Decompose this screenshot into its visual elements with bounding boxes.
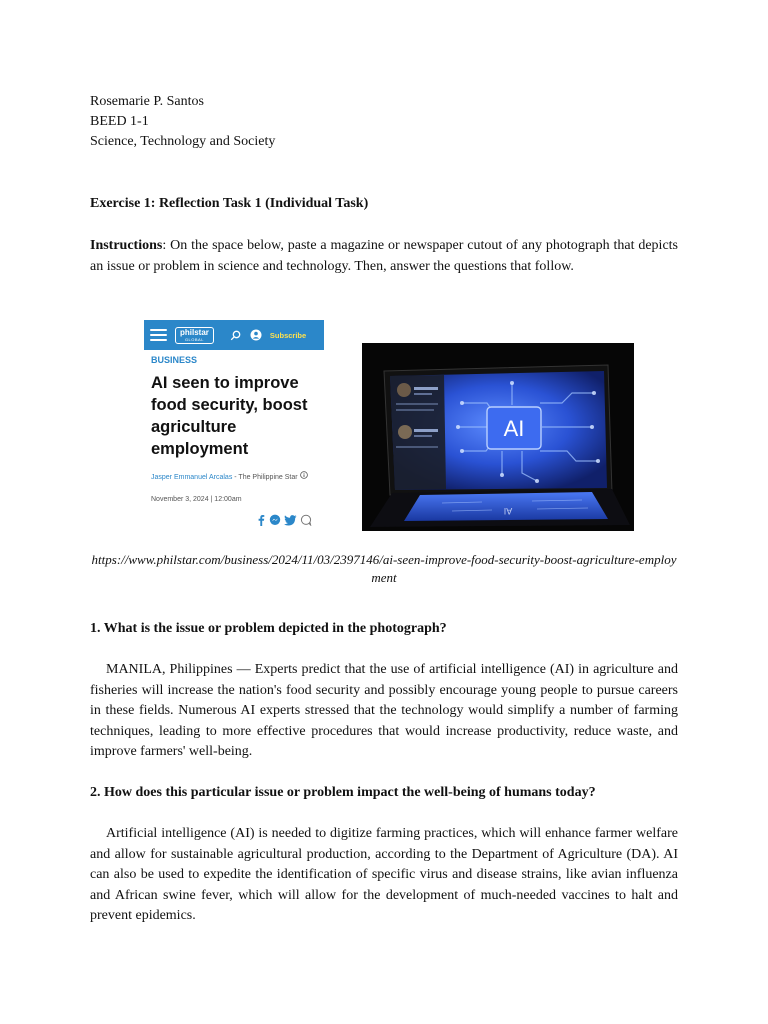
- source-url: https://www.philstar.com/business/2024/11/03/2397146/ai-seen-improve-food-security-boost-agriculture-employment: [91, 552, 677, 585]
- info-icon: [300, 471, 308, 479]
- student-section: BEED 1-1: [90, 114, 149, 129]
- answer-2: Artificial intelligence (AI) is needed to digitize farming practices, which will enhance farmer welfare and allow for sustainable agricultural production, according to the Department of Agriculture (DA). AI can also be used to expedite the identification of specific virus and disease strains, like avian influenza and African swine fever, which will allow for the development of much-needed vaccines to halt and prevent epidemics.: [90, 826, 678, 923]
- instructions-text: : On the space below, paste a magazine or newspaper cutout of any photograph that depicts an issue or problem in science and technology. Then, answer the questions that follow.: [90, 238, 678, 274]
- comment-icon: [300, 514, 312, 526]
- site-header-bar: [144, 320, 324, 350]
- subject-name: Science, Technology and Society: [90, 134, 276, 149]
- answer-1: MANILA, Philippines — Experts predict that the use of artificial intelligence (AI) in agriculture and fisheries will increase the nation's food security and possibly encourage young people to pursue careers in these fields. Numerous AI experts stressed that the technology would simplify a number of farming techniques, leading to more effective procedures that would increase productivity, reduce waste, and improve farmers' well-being.: [90, 662, 678, 759]
- ai-screen-text: AI: [503, 416, 525, 441]
- search-icon: [230, 329, 242, 341]
- svg-text:AI: AI: [503, 506, 513, 516]
- student-name: Rosemarie P. Santos: [90, 94, 204, 109]
- question-1: 1. What is the issue or problem depicted in the photograph?: [90, 621, 447, 636]
- facebook-icon: [256, 514, 266, 526]
- instructions-paragraph: [90, 235, 678, 277]
- instructions-label: Instructions: [90, 238, 163, 253]
- laptop-illustration: [362, 343, 634, 531]
- ai-laptop-photograph: [362, 343, 634, 531]
- question-2: 2. How does this particular issue or problem impact the well-being of humans today?: [90, 785, 596, 800]
- exercise-title: Exercise 1: Reflection Task 1 (Individual Task): [90, 196, 369, 211]
- article-date: November 3, 2024 | 12:00am: [151, 496, 242, 503]
- messenger-icon: [269, 514, 281, 526]
- author-outlet: - The Philippine Star: [232, 474, 298, 481]
- author-name: Jasper Emmanuel Arcalas: [151, 474, 233, 481]
- article-byline: [151, 471, 321, 482]
- article-headline: AI seen to improve food security, boost agriculture employment: [151, 374, 308, 458]
- menu-icon: [150, 329, 167, 341]
- article-category: BUSINESS: [151, 355, 198, 365]
- site-logo: [175, 327, 214, 344]
- twitter-icon: [284, 515, 297, 526]
- share-icons: [256, 514, 312, 526]
- logo-text: philstar: [180, 327, 209, 337]
- article-cutout: [144, 320, 324, 532]
- subscribe-link: Subscribe: [269, 330, 307, 340]
- logo-subtext: GLOBAL: [184, 336, 204, 342]
- user-icon: [250, 329, 262, 341]
